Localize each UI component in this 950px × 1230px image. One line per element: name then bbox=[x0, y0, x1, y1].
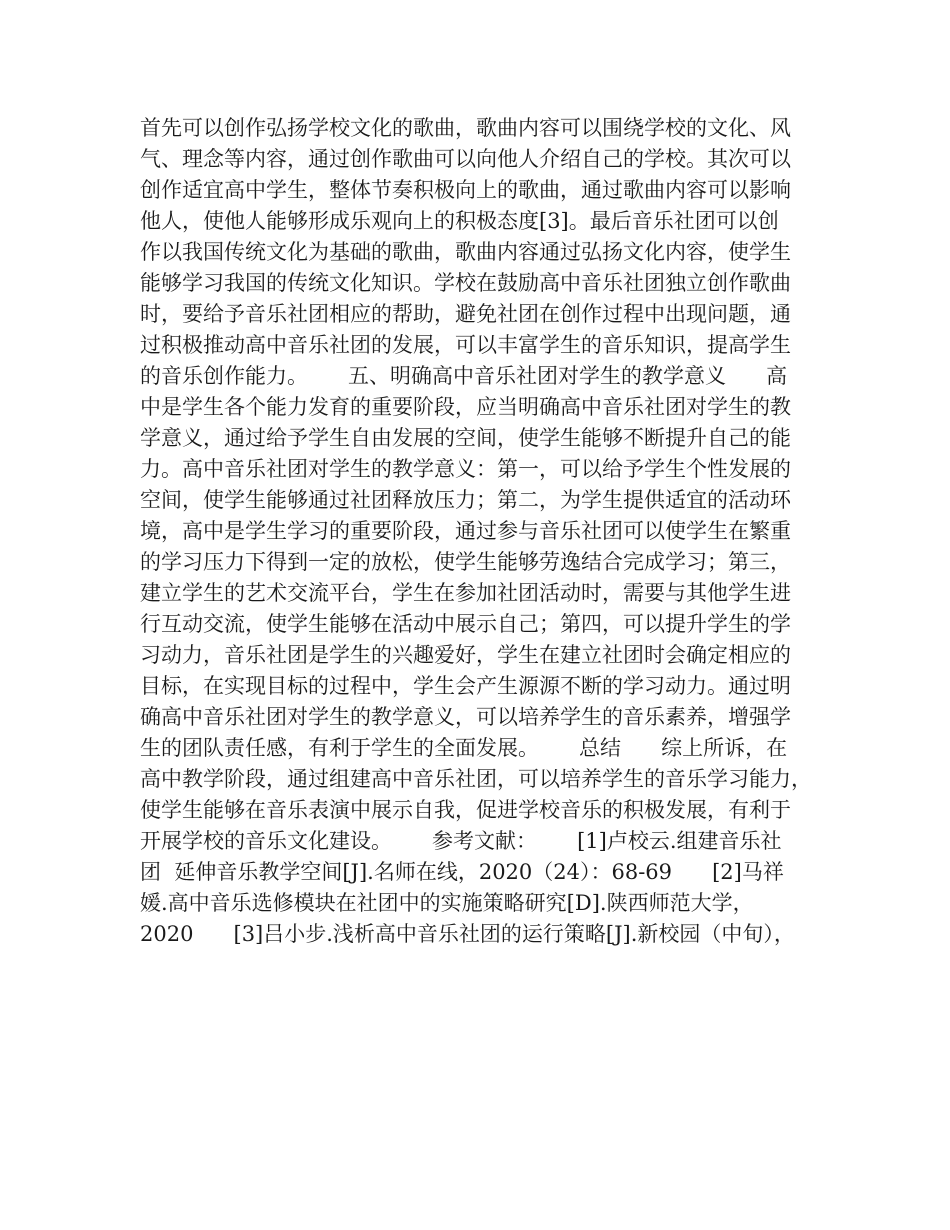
text-line: 2020 [3]吕小步.浅析高中音乐社团的运行策略[J].新校园（中旬）， bbox=[140, 922, 795, 946]
text-line: 他人，使他人能够形成乐观向上的积极态度[3]。最后音乐社团可以创 bbox=[140, 209, 779, 233]
text-line: 境，高中是学生学习的重要阶段，通过参与音乐社团可以使学生在繁重 bbox=[140, 519, 791, 543]
text-line: 作以我国传统文化为基础的歌曲，歌曲内容通过弘扬文化内容，使学生 bbox=[140, 240, 791, 264]
text-line: 建立学生的艺术交流平台，学生在参加社团活动时，需要与其他学生进 bbox=[140, 581, 791, 605]
text-line: 生的团队责任感，有利于学生的全面发展。 总结 综上所诉，在 bbox=[140, 736, 788, 760]
text-line: 空间，使学生能够通过社团释放压力；第二，为学生提供适宜的活动环 bbox=[140, 488, 791, 512]
body-text bbox=[140, 113, 830, 950]
text-line: 开展学校的音乐文化建设。 参考文献： [1]卢校云.组建音乐社 bbox=[140, 829, 782, 853]
text-line: 行互动交流，使学生能够在活动中展示自己；第四，可以提升学生的学 bbox=[140, 612, 791, 636]
text-line: 创作适宜高中学生，整体节奏积极向上的歌曲，通过歌曲内容可以影响 bbox=[140, 178, 791, 202]
text-line: 的音乐创作能力。 五、明确高中音乐社团对学生的教学意义 高 bbox=[140, 364, 788, 388]
text-line: 习动力，音乐社团是学生的兴趣爱好，学生在建立社团时会确定相应的 bbox=[140, 643, 791, 667]
text-line: 学意义，通过给予学生自由发展的空间，使学生能够不断提升自己的能 bbox=[140, 426, 791, 450]
text-line: 的学习压力下得到一定的放松，使学生能够劳逸结合完成学习；第三， bbox=[140, 550, 791, 574]
text-line: 力。高中音乐社团对学生的教学意义：第一，可以给予学生个性发展的 bbox=[140, 457, 791, 481]
text-line: 使学生能够在音乐表演中展示自我，促进学校音乐的积极发展，有利于 bbox=[140, 798, 791, 822]
text-line: 能够学习我国的传统文化知识。学校在鼓励高中音乐社团独立创作歌曲 bbox=[140, 271, 791, 295]
text-line: 首先可以创作弘扬学校文化的歌曲，歌曲内容可以围绕学校的文化、风 bbox=[140, 116, 791, 140]
text-line: 团 延伸音乐教学空间[J].名师在线，2020（24）：68-69 [2]马祥 bbox=[140, 860, 784, 884]
text-line: 过积极推动高中音乐社团的发展，可以丰富学生的音乐知识，提高学生 bbox=[140, 333, 791, 357]
text-line: 高中教学阶段，通过组建高中音乐社团，可以培养学生的音乐学习能力， bbox=[140, 767, 812, 791]
text-line: 中是学生各个能力发育的重要阶段，应当明确高中音乐社团对学生的教 bbox=[140, 395, 791, 419]
text-line: 目标，在实现目标的过程中，学生会产生源源不断的学习动力。通过明 bbox=[140, 674, 791, 698]
text-line: 确高中音乐社团对学生的教学意义，可以培养学生的音乐素养，增强学 bbox=[140, 705, 791, 729]
text-line: 媛.高中音乐选修模块在社团中的实施策略研究[D].陕西师范大学， bbox=[140, 891, 754, 915]
text-line: 气、理念等内容，通过创作歌曲可以向他人介绍自己的学校。其次可以 bbox=[140, 147, 791, 171]
text-line: 时，要给予音乐社团相应的帮助，避免社团在创作过程中出现问题，通 bbox=[140, 302, 791, 326]
